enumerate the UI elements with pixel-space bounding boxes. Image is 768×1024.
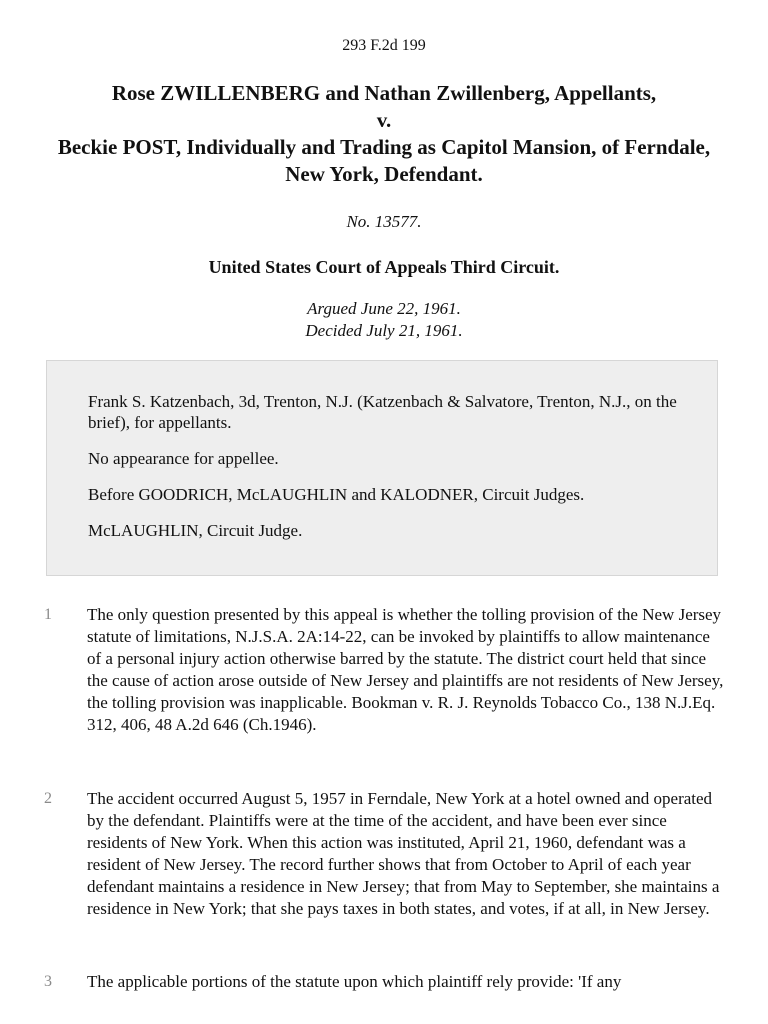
decided-date: Decided July 21, 1961. [305,321,463,340]
paragraph-text: The only question presented by this appeal is whether the tolling provision of the New Jersey statute of limitations, N.J.S.A. 2A:14-22, can be invoked by plaintiffs to allow maintenance of a personal injury action otherwise barred by the statute. The district court held that since the cause of action arose outside of New Jersey and plaintiffs are not residents of New Jersey, the tolling provision was inapplicable. Bookman v. R. J. Reynolds Tobacco Co., 138 N.J.Eq. 312, 406, 48 A.2d 646 (Ch.1946). [87,605,724,734]
paragraph-number-link[interactable]: 1 [44,606,52,623]
paragraph-number-link[interactable]: 3 [44,973,52,990]
case-title-defendant: Beckie POST, Individually and Trading as Capitol Mansion, of Ferndale, New York, Defendant. [57,135,711,186]
case-title-versus: v. [376,108,392,132]
judges-panel: Before GOODRICH, McLAUGHLIN and KALODNER, Circuit Judges. [88,485,585,504]
paragraph-text: The applicable portions of the statute upon which plaintiff rely provide: 'If any [87,972,622,991]
case-dates [0,298,768,342]
opinion-paragraph [0,971,768,1024]
counsel-appellants: Frank S. Katzenbach, 3d, Trenton, N.J. (Katzenbach & Salvatore, Trenton, N.J., on the brief), for appellants. [88,392,677,432]
case-title [40,80,728,188]
paragraph-text: The accident occurred August 5, 1957 in Ferndale, New York at a hotel owned and operated by the defendant. Plaintiffs were at the time of the accident, and have been ever since residents of New York. When this action was instituted, April 21, 1960, defendant was a resident of New Jersey. The record further shows that from October to April of each year defendant maintains a residence in New Jersey; that from May to September, she maintains a residence in New York; that she pays taxes in both states, and votes, if at all, in New Jersey. [87,789,720,918]
case-title-appellants: Rose ZWILLENBERG and Nathan Zwillenberg, Appellants, [111,81,657,105]
citation: 293 F.2d 199 [342,37,426,54]
counsel-box [46,360,718,576]
court-name: United States Court of Appeals Third Circuit. [208,257,560,277]
opinion-author: McLAUGHLIN, Circuit Judge. [88,521,303,540]
argued-date: Argued June 22, 1961. [307,299,461,318]
counsel-appellee: No appearance for appellee. [88,449,279,468]
docket-number: No. 13577. [346,212,422,231]
paragraph-number-link[interactable]: 2 [44,790,52,807]
